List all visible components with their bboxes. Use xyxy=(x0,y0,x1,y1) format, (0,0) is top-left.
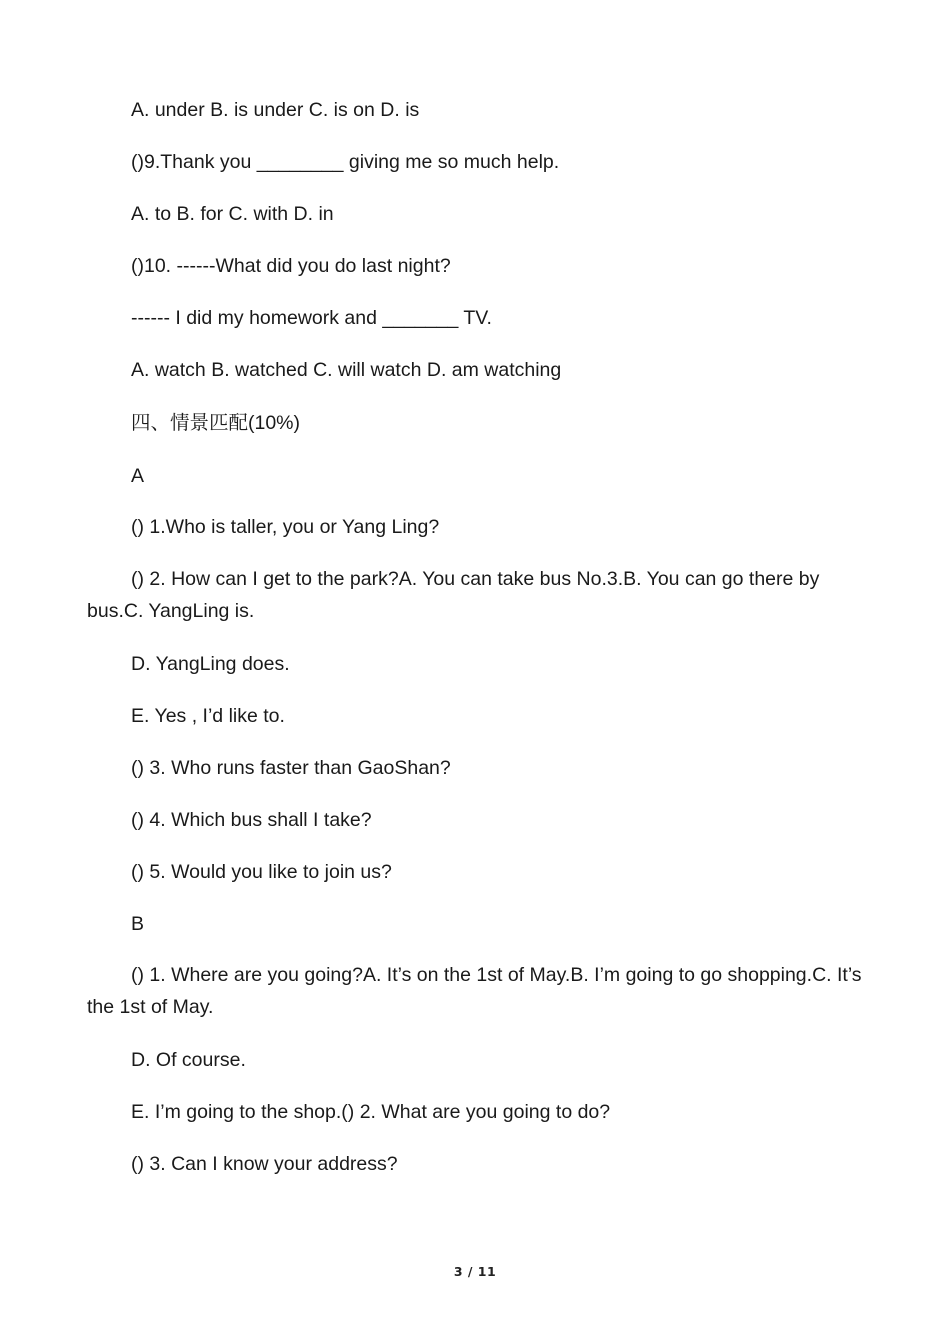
question-10-response: ------ I did my homework and _______ TV. xyxy=(131,307,492,329)
question-9: ()9.Thank you ________ giving me so much help. xyxy=(131,151,560,173)
part-b-question-3: () 3. Can I know your address? xyxy=(131,1153,398,1175)
part-a-question-3: () 3. Who runs faster than GaoShan? xyxy=(131,757,451,779)
part-a-question-5: () 5. Would you like to join us? xyxy=(131,861,392,883)
section-heading: 四、情景匹配(10%) xyxy=(131,412,301,434)
page-number: 3 / 11 xyxy=(453,1264,497,1279)
part-b-label: B xyxy=(131,913,145,935)
part-a-question-1: () 1.Who is taller, you or Yang Ling? xyxy=(131,516,440,538)
part-b-option-d: D. Of course. xyxy=(131,1049,246,1071)
part-a-option-e: E. Yes , I’d like to. xyxy=(131,705,285,727)
answer-options-q9: A. to B. for C. with D. in xyxy=(131,203,334,225)
part-a-label: A xyxy=(131,465,145,487)
part-a-question-4: () 4. Which bus shall I take? xyxy=(131,809,372,831)
question-10: ()10. ------What did you do last night? xyxy=(131,255,451,277)
answer-options-q10: A. watch B. watched C. will watch D. am watching xyxy=(131,359,562,381)
part-b-question-1-with-options: () 1. Where are you going?A. It’s on the 1st of May.B. I’m going to go shopping.C. It’s the 1st of May. xyxy=(87,964,862,1018)
answer-options-q8: A. under B. is under C. is on D. is xyxy=(131,99,420,121)
part-a-option-d: D. YangLing does. xyxy=(131,653,290,675)
part-b-option-e-question-2: E. I’m going to the shop.() 2. What are you going to do? xyxy=(131,1101,611,1123)
part-a-question-2-with-options: () 2. How can I get to the park?A. You can take bus No.3.B. You can go there by bus.C. YangLing is. xyxy=(87,568,820,622)
